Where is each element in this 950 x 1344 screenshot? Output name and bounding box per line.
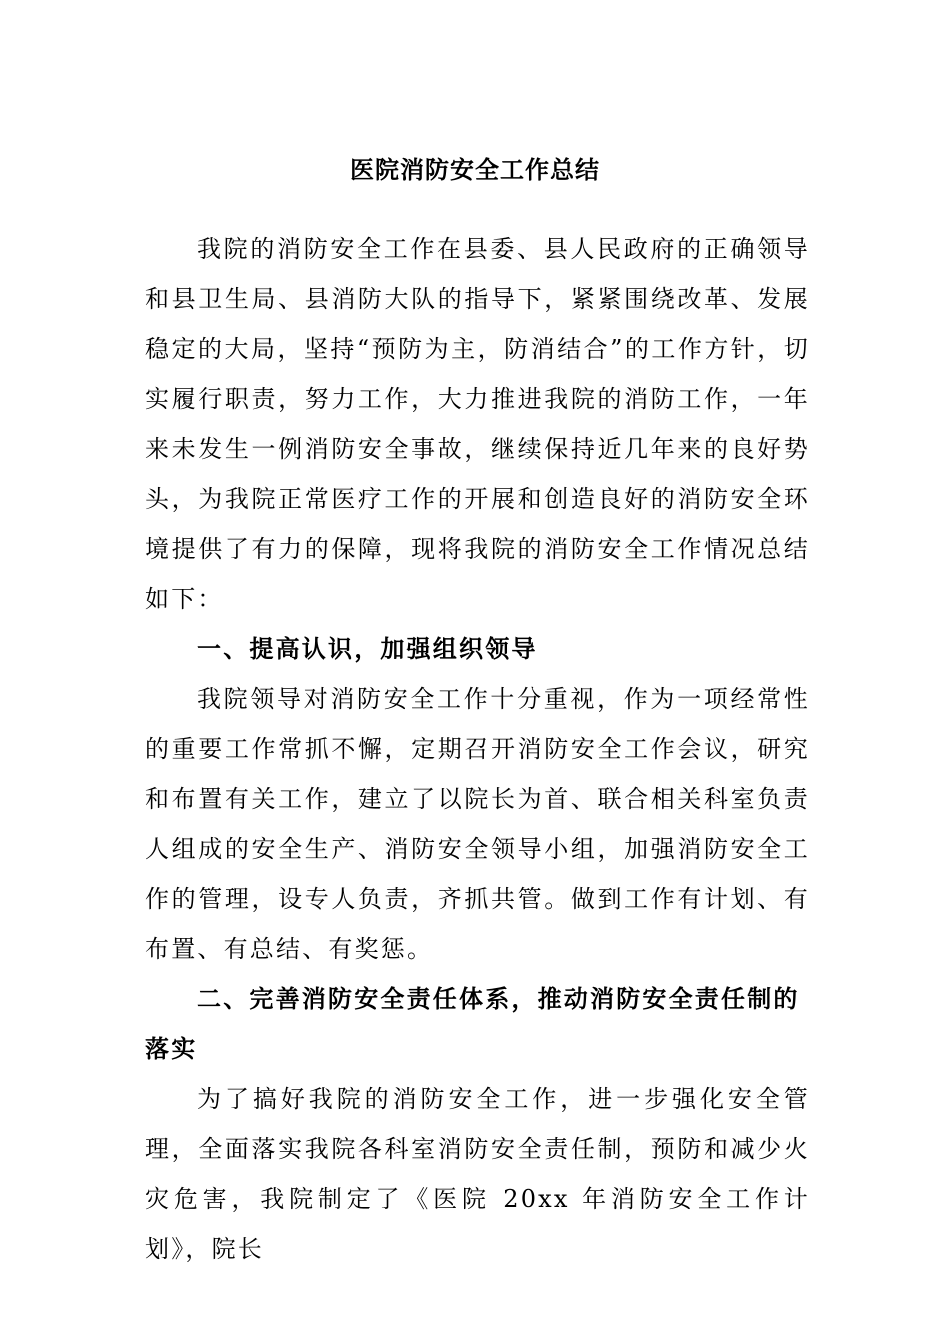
section-paragraph-1: 我院领导对消防安全工作十分重视，作为一项经常性的重要工作常抓不懈，定期召开消防安全工作会议，研究和布置有关工作，建立了以院长为首、联合相关科室负责人组成的安全生产、消防安全领导小组，加强消防安全工作的管理，设专人负责，齐抓共管。做到工作有计划、有布置、有总结、有奖惩。	[145, 685, 810, 963]
document-title: 医院消防安全工作总结	[350, 155, 600, 184]
intro-paragraph: 我院的消防安全工作在县委、县人民政府的正确领导和县卫生局、县消防大队的指导下，紧紧围绕改革、发展稳定的大局，坚持“预防为主，防消结合”的工作方针，切实履行职责，努力工作，大力推进我院的消防工作，一年来未发生一例消防安全事故，继续保持近几年来的良好势头，为我院正常医疗工作的开展和创造良好的消防安全环境提供了有力的保障，现将我院的消防安全工作情况总结如下：	[145, 235, 810, 613]
section-heading-1: 一、提高认识，加强组织领导	[197, 634, 538, 663]
section-heading-2: 二、完善消防安全责任体系，推动消防安全责任制的落实	[145, 984, 800, 1063]
section-paragraph-2: 为了搞好我院的消防安全工作，进一步强化安全管理，全面落实我院各科室消防安全责任制，预防和减少火灾危害，我院制定了《医院 20xx 年消防安全工作计划》，院长	[145, 1085, 810, 1263]
